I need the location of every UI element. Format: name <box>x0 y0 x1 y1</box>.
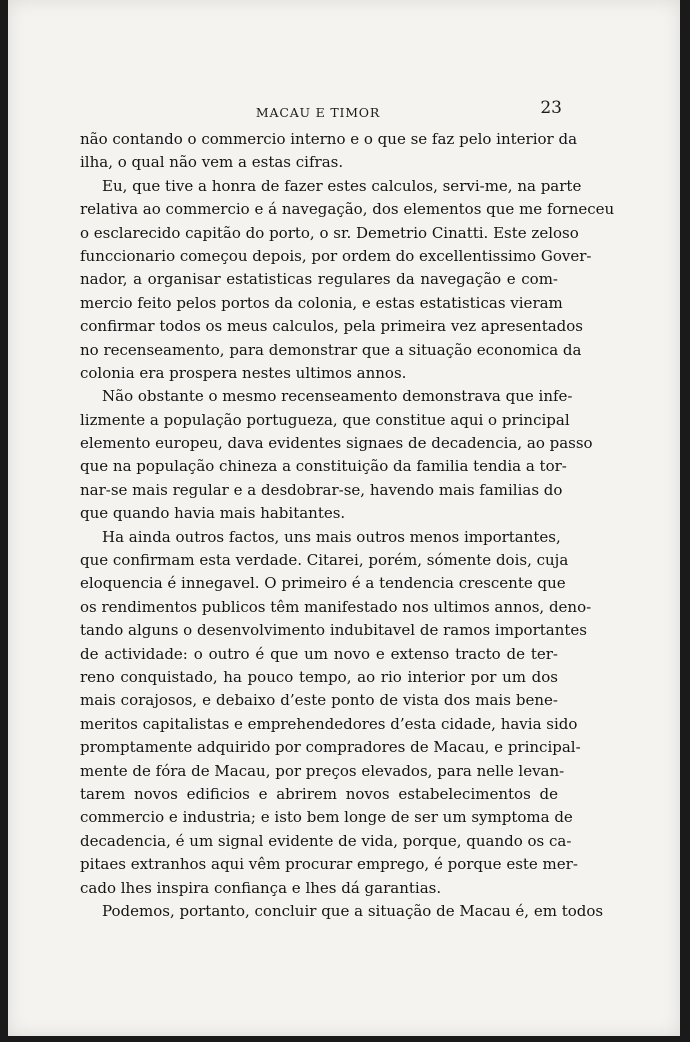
text-line: pitaes extranhos aqui vêm procurar emprego, é porque este mer- <box>80 855 578 874</box>
book-page <box>8 0 680 1036</box>
paragraph <box>80 175 615 386</box>
text-line: cado lhes inspira confiança e lhes dá garantias. <box>80 878 442 897</box>
paragraph <box>80 900 604 923</box>
running-title: MACAU E TIMOR <box>255 105 381 120</box>
text-line: decadencia, é um signal evidente de vida, porque, quando os ca- <box>80 831 572 850</box>
text-line: meritos capitalistas e emprehendedores d’esta cidade, havia sido <box>80 714 578 733</box>
text-line: relativa ao commercio e á navegação, dos elementos que me forneceu <box>80 200 615 219</box>
text-line: ilha, o qual não vem a estas cifras. <box>80 153 344 172</box>
paragraph <box>80 128 578 175</box>
text-line: elemento europeu, dava evidentes signaes de decadencia, ao passo <box>80 434 593 453</box>
text-line: que quando havia mais habitantes. <box>80 504 346 523</box>
text-line: tando alguns o desenvolvimento indubitavel de ramos importantes <box>80 621 587 640</box>
text-line: colonia era prospera nestes ultimos annos. <box>80 363 407 382</box>
text-line: Ha ainda outros factos, uns mais outros menos importantes, <box>102 527 561 546</box>
text-line: reno conquistado, ha pouco tempo, ao rio interior por um dos <box>80 667 558 686</box>
text-line: mais corajosos, e debaixo d’este ponto de vista dos mais bene- <box>80 691 558 710</box>
text-line: Podemos, portanto, concluir que a situação de Macau é, em todos <box>102 901 604 920</box>
text-line: no recenseamento, para demonstrar que a situação economica da <box>80 340 582 359</box>
text-line: funccionario começou depois, por ordem do excellentissimo Gover- <box>80 246 592 265</box>
text-line: de actividade: o outro é que um novo e extenso tracto de ter- <box>80 644 558 663</box>
text-line: os rendimentos publicos têm manifestado nos ultimos annos, deno- <box>80 597 592 616</box>
text-line: commercio e industria; e isto bem longe de ser um symptoma de <box>80 808 573 827</box>
text-line: tarem novos edificios e abrirem novos estabelecimentos de <box>80 784 558 803</box>
text-line: que confirmam esta verdade. Citarei, porém, sómente dois, cuja <box>80 551 569 570</box>
text-line: nador, a organisar estatisticas regulares da navegação e com- <box>80 270 558 289</box>
text-line: que na população chineza a constituição da familia tendia a tor- <box>80 457 567 476</box>
text-line: nar-se mais regular e a desdobrar-se, havendo mais familias do <box>80 480 563 499</box>
paragraph <box>80 385 593 525</box>
text-line: Eu, que tive a honra de fazer estes calculos, servi-me, na parte <box>102 176 582 195</box>
text-line: Não obstante o mesmo recenseamento demonstrava que infe- <box>102 387 573 406</box>
text-line: confirmar todos os meus calculos, pela primeira vez apresentados <box>80 317 584 336</box>
text-line: promptamente adquirido por compradores de Macau, e principal- <box>80 738 581 757</box>
page-header <box>78 98 562 126</box>
text-line: o esclarecido capitão do porto, o sr. Demetrio Cinatti. Este zeloso <box>80 223 579 242</box>
text-line: mercio feito pelos portos da colonia, e estas estatisticas vieram <box>80 293 563 312</box>
text-line: eloquencia é innegavel. O primeiro é a tendencia crescente que <box>80 574 566 593</box>
text-line: mente de fóra de Macau, por preços elevados, para nelle levan- <box>80 761 565 780</box>
text-line: lizmente a população portugueza, que constitue aqui o principal <box>80 410 570 429</box>
paragraph <box>80 526 592 900</box>
body-text <box>80 128 615 923</box>
page-number: 23 <box>540 98 562 118</box>
text-line: não contando o commercio interno e o que se faz pelo interior da <box>80 130 578 148</box>
